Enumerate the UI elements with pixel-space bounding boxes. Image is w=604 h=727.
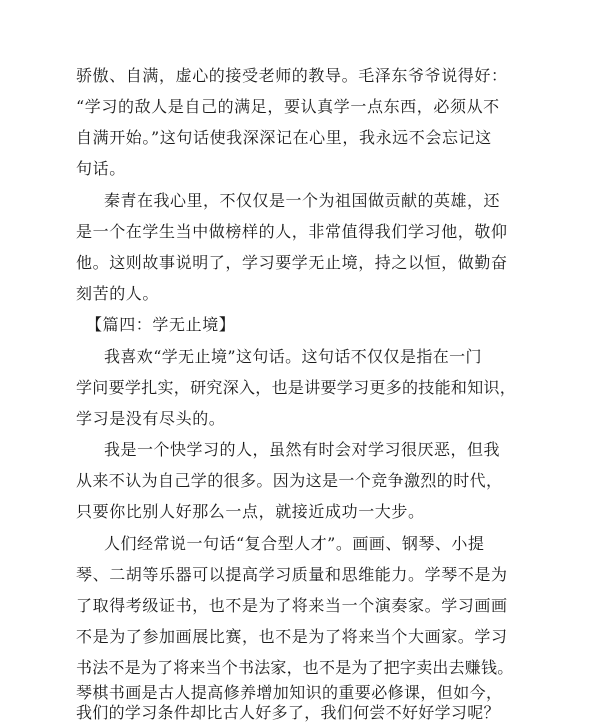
text-line: 学问要学扎实，研究深入，也是讲要学习更多的技能和知识， (76, 378, 517, 397)
text-line: 了取得考级证书，也不是为了将来当一个演奏家。学习画画 (76, 596, 508, 615)
text-line: 我喜欢“学无止境”这句话。这句话不仅仅是指在一门 (104, 347, 482, 366)
text-line: 是一个在学生当中做榜样的人，非常值得我们学习他，敬仰 (76, 222, 508, 241)
section-heading: 【篇四：学无止境】 (86, 315, 236, 334)
text-line: 琴、二胡等乐器可以提高学习质量和思维能力。学琴不是为 (76, 565, 508, 584)
text-line: 不是为了参加画展比赛，也不是为了将来当个大画家。学习 (76, 627, 508, 646)
text-line: “学习的敌人是自己的满足，要认真学一点东西，必须从不 (76, 97, 500, 116)
text-line: 秦青在我心里，不仅仅是一个为祖国做贡献的英雄，还 (104, 191, 501, 210)
text-line: 骄傲、自满，虚心的接受老师的教导。毛泽东爷爷说得好： (76, 66, 508, 85)
text-line: 琴棋书画是古人提高修养增加知识的重要必修课，但如今， (76, 683, 503, 702)
text-line: 他。这则故事说明了，学习要学无止境，持之以恒，做勤奋 (76, 253, 508, 272)
text-line: 书法不是为了将来当个书法家，也不是为了把字卖出去赚钱。 (76, 658, 514, 677)
text-line: 刻苦的人。 (76, 284, 160, 303)
text-line: 句话。 (76, 159, 126, 178)
text-line: 我是一个快学习的人，虽然有时会对学习很厌恶，但我 (104, 440, 501, 459)
text-line: 人们经常说一句话“复合型人才”。画画、钢琴、小提 (104, 534, 485, 553)
text-line: 从来不认为自己学的很多。因为这是一个竞争激烈的时代， (76, 471, 503, 490)
text-line: 自满开始。”这句话使我深深记在心里，我永远不会忘记这 (76, 128, 492, 147)
text-line: 只要你比别人好那么一点，就接近成功一大步。 (76, 502, 425, 521)
text-line: 学习是没有尽头的。 (76, 409, 226, 428)
text-line: 我们的学习条件却比古人好多了，我们何尝不好好学习呢？ (76, 703, 500, 722)
